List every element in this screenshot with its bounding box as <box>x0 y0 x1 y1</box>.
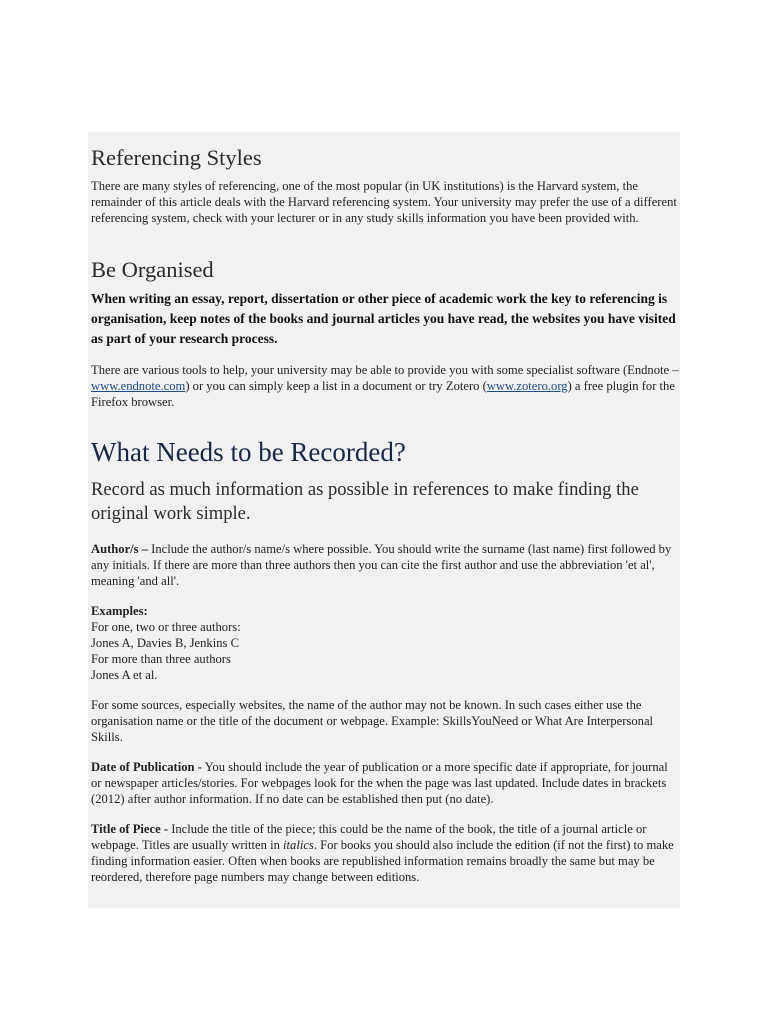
title-label: Title of Piece - <box>91 822 169 836</box>
heading-referencing-styles: Referencing Styles <box>91 145 262 170</box>
endnote-link[interactable]: www.endnote.com <box>91 379 186 393</box>
tools-text-middle: ) or you can simply keep a list in a document or try Zotero ( <box>185 379 487 393</box>
authors-text: Include the author/s name/s where possible. You should write the surname (last name) first followed by any initials. If there are more than three authors then you can cite the first author and use the abbreviation 'et al', meaning 'and all'. <box>91 542 672 588</box>
example-line: Jones A et al. <box>91 668 158 682</box>
example-line: For one, two or three authors: <box>91 620 241 634</box>
record-lead-paragraph: Record as much information as possible in references to make finding the original work simple. <box>91 479 639 524</box>
unknown-author-paragraph: For some sources, especially websites, the name of the author may not be known. In such cases either use the organisation name or the title of the document or webpage. Example: SkillsYouNeed or What Are Interpersonal Skills. <box>91 698 654 744</box>
example-line: Jones A, Davies B, Jenkins C <box>91 636 239 650</box>
document-content <box>88 132 679 885</box>
zotero-link[interactable]: www.zotero.org <box>486 379 568 393</box>
title-text-end: . For books you should also include the edition (if not the first) to make finding information easier. Often when books are republished information remains broadly the same but may be reordered, therefore page numbers may change between editions. <box>91 838 674 884</box>
tools-text-end: ) a free plugin for the Firefox browser. <box>91 379 675 409</box>
authors-paragraph <box>91 541 679 589</box>
referencing-styles-paragraph: There are many styles of referencing, one of the most popular (in UK institutions) is the Harvard system, the remainder of this article deals with the Harvard referencing system. Your university may prefer the use of a different referencing system, check with your lecturer or in any study skills information you have been provided with. <box>91 179 677 225</box>
date-of-publication-paragraph <box>91 759 679 807</box>
title-of-piece-paragraph <box>91 821 679 885</box>
title-text-start: Include the title of the piece; this could be the name of the book, the title of a journal article or webpage. Titles are usually written in <box>91 822 647 852</box>
date-label: Date of Publication - <box>91 760 202 774</box>
organisation-key-paragraph: When writing an essay, report, dissertation or other piece of academic work the key to referencing is organisation, keep notes of the books and journal articles you have read, the websites you have visited as part of your research process. <box>91 291 676 346</box>
heading-be-organised: Be Organised <box>91 257 214 282</box>
tools-paragraph <box>91 362 679 410</box>
examples-block <box>91 603 679 683</box>
italics-word: italics <box>283 838 314 852</box>
tools-text-start: There are various tools to help, your university may be able to provide you with some specialist software (Endnote – <box>91 363 679 377</box>
heading-what-needs-recorded: What Needs to be Recorded? <box>91 437 406 467</box>
date-text: You should include the year of publication or a more specific date if appropriate, for journal or newspaper articles/stories. For webpages look for the when the page was last updated. Include dates in brackets (2012) after author information. If no date can be established then put (no date). <box>91 760 668 806</box>
examples-label: Examples: <box>91 604 148 618</box>
example-line: For more than three authors <box>91 652 231 666</box>
document-page <box>88 132 680 908</box>
authors-label: Author/s – <box>91 542 149 556</box>
